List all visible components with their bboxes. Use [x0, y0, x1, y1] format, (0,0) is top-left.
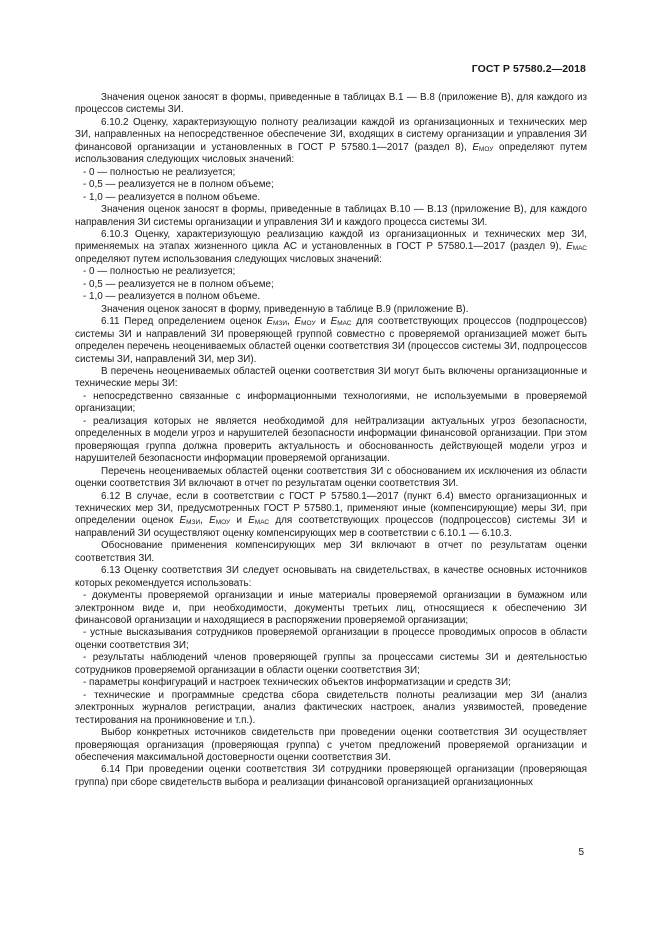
paragraph	[75, 229, 587, 266]
text-run: - технические и программные средства сбора свидетельств полноты реализации мер ЗИ (анализ электронных журналов регистрации, анализ фактических настроек, анализ уязвимостей, проведение тестирования на проникновение и т.п.).	[75, 689, 587, 726]
list-item	[75, 416, 587, 466]
list-item	[75, 179, 587, 191]
math-subscript: МОУ	[478, 145, 494, 153]
math-symbol: E	[209, 515, 216, 527]
paragraph	[75, 204, 587, 229]
text-run: 6.10.2 Оценку, характеризующую полноту реализации каждой из организационных и технических мер ЗИ, направленных на непосредственное обеспечение ЗИ, входящих в систему организации и управления ЗИ финансовой организации и установленных в ГОСТ Р 57580.1—2017 (раздел 8),	[75, 116, 587, 153]
text-run: Перечень неоцениваемых областей оценки соответствия ЗИ с обоснованием их исключения из области оценки соответствия ЗИ включают в отчет по результатам оценки соответствия ЗИ.	[75, 465, 587, 490]
math-subscript: МЗИ	[273, 320, 288, 328]
list-item	[75, 391, 587, 416]
text-run: 6.12 В случае, если в соответствии с ГОСТ Р 57580.1—2017 (пункт 6.4) вместо организационных и технических мер ЗИ, предусмотренных ГОСТ Р 57580.1, применяют иные (компенсирующие) меры ЗИ, при определении оценок	[75, 490, 587, 527]
text-run: определяют путем использования следующих числовых значений:	[75, 141, 587, 166]
text-run: - непосредственно связанные с информационными технологиями, не используемыми в проверяемой организации;	[75, 390, 587, 415]
text-run: Значения оценок заносят в форму, приведенную в таблице В.9 (приложение В).	[101, 303, 469, 315]
math-symbol: E	[330, 316, 338, 328]
list-item	[75, 192, 587, 204]
paragraph	[75, 316, 587, 366]
text-run: - устные высказывания сотрудников проверяемой организации в процессе проводимых опросов в области оценки соответствия ЗИ;	[75, 627, 587, 651]
text-run: В перечень неоцениваемых областей оценки соответствия ЗИ могут быть включены организационные и технические меры ЗИ:	[75, 365, 587, 390]
paragraph	[75, 92, 587, 117]
math-symbol: E	[248, 515, 255, 527]
math-symbol: E	[266, 316, 274, 328]
list-item	[75, 652, 587, 677]
text-run: и	[230, 515, 249, 527]
list-item	[75, 279, 587, 291]
text-run: для соответствующих процессов (подпроцессов) системы ЗИ и направлений ЗИ проверяющей группой совместно с проверяемой организацией может быть определен перечень неоцениваемых областей оценки соответствия ЗИ (процессов системы ЗИ, подпроцессов системы ЗИ, направлений ЗИ, мер ЗИ).	[75, 316, 587, 365]
math-subscript: МАС	[254, 519, 270, 527]
text-run: Выбор конкретных источников свидетельств при проведении оценки соответствия ЗИ осуществляет проверяющая организация (проверяющая группа) с учетом предложений проверяемой организации и обеспечения максимальной достоверности оценки соответствия ЗИ.	[75, 727, 587, 764]
paragraph	[75, 466, 587, 491]
text-run: - документы проверяемой организации и иные материалы проверяемой организации в бумажном или электронном виде и, при необходимости, документы третьих лиц, относящиеся к обеспечению ЗИ финансовой организации и находящиеся в распоряжении проверяемой организации;	[75, 590, 587, 627]
text-run: - 1,0 — реализуется в полном объеме.	[83, 291, 261, 303]
math-symbol: E	[566, 241, 573, 253]
math-symbol: E	[294, 316, 302, 328]
text-run: - реализация которых не является необходимой для нейтрализации актуальных угроз безопасности, определенных в модели угроз и нарушителей безопасности информации финансовой организации. При этом проверяющая группа должна проверить актуальность и обоснованность действующей модели угроз и нарушителей безопасности информации проверяемой организации.	[75, 415, 587, 465]
math-subscript: МЗИ	[186, 519, 201, 527]
text-run: - параметры конфигураций и настроек технических объектов информатизации и средств ЗИ;	[83, 677, 511, 689]
paragraph	[75, 540, 587, 565]
paragraph	[75, 117, 587, 167]
text-run: - результаты наблюдений членов проверяющей группы за процессами системы ЗИ и деятельностью сотрудников проверяемой организации в области оценки соответствия ЗИ;	[75, 652, 587, 676]
list-item	[75, 590, 587, 627]
text-run: ,	[287, 316, 295, 328]
text-run: Значения оценок заносят в формы, приведенные в таблицах В.1 — В.8 (приложение В), для каждого из процессов системы ЗИ.	[75, 92, 587, 116]
math-subscript: МОУ	[215, 519, 231, 527]
list-item	[75, 690, 587, 727]
paragraph	[75, 764, 587, 789]
text-run: 6.11 Перед определением оценок	[101, 316, 267, 328]
math-symbol: E	[179, 515, 187, 527]
paragraph	[75, 366, 587, 391]
paragraph	[75, 565, 587, 590]
paragraph	[75, 491, 587, 541]
text-run: - 0,5 — реализуется не в полном объеме;	[83, 179, 274, 191]
paragraph	[75, 727, 587, 764]
list-item	[75, 627, 587, 652]
list-item	[75, 167, 587, 179]
list-item	[75, 266, 587, 278]
text-run: - 0 — полностью не реализуется;	[83, 166, 236, 178]
document-body	[75, 92, 587, 789]
text-run: определяют путем использования следующих числовых значений:	[75, 253, 382, 265]
document-header: ГОСТ Р 57580.2—2018	[471, 63, 586, 75]
math-symbol: E	[472, 141, 479, 153]
text-run: - 0,5 — реализуется не в полном объеме;	[83, 278, 274, 290]
text-run: ,	[200, 515, 210, 527]
page-number: 5	[578, 847, 584, 858]
text-run: Значения оценок заносят в формы, приведенные в таблицах В.10 — В.13 (приложение В), для каждого направления ЗИ системы организации и управления ЗИ и каждого процесса системы ЗИ.	[75, 204, 587, 228]
math-subscript: МОУ	[301, 320, 316, 328]
list-item	[75, 291, 587, 303]
text-run: Обоснование применения компенсирующих мер ЗИ включают в отчет по результатам оценки соответствия ЗИ.	[75, 540, 587, 564]
text-run: - 1,0 — реализуется в полном объеме.	[83, 191, 261, 203]
list-item	[75, 677, 587, 689]
paragraph	[75, 304, 587, 316]
text-run: - 0 — полностью не реализуется;	[83, 266, 236, 278]
math-subscript: МАС	[337, 320, 352, 328]
text-run: 6.10.3 Оценку, характеризующую реализацию каждой из организационных и технических мер ЗИ, применяемых на этапах жизненного цикла АС и установленных в ГОСТ Р 57580.1—2017 (раздел 9),	[75, 228, 587, 253]
math-subscript: МАС	[572, 245, 587, 253]
text-run: 6.13 Оценку соответствия ЗИ следует основывать на свидетельствах, в качестве основных источников которых рекомендуется использовать:	[75, 565, 587, 589]
text-run: 6.14 При проведении оценки соответствия ЗИ сотрудники проверяющей организации (проверяющая группа) при сборе свидетельств выбора и реализации финансовой организацией организационных	[75, 764, 587, 788]
text-run: для соответствующих процессов (подпроцессов) системы ЗИ и направлений ЗИ осуществляют оценку компенсирующих мер в соответствии с 6.10.1 — 6.10.3.	[75, 515, 587, 539]
text-run: и	[315, 316, 331, 328]
